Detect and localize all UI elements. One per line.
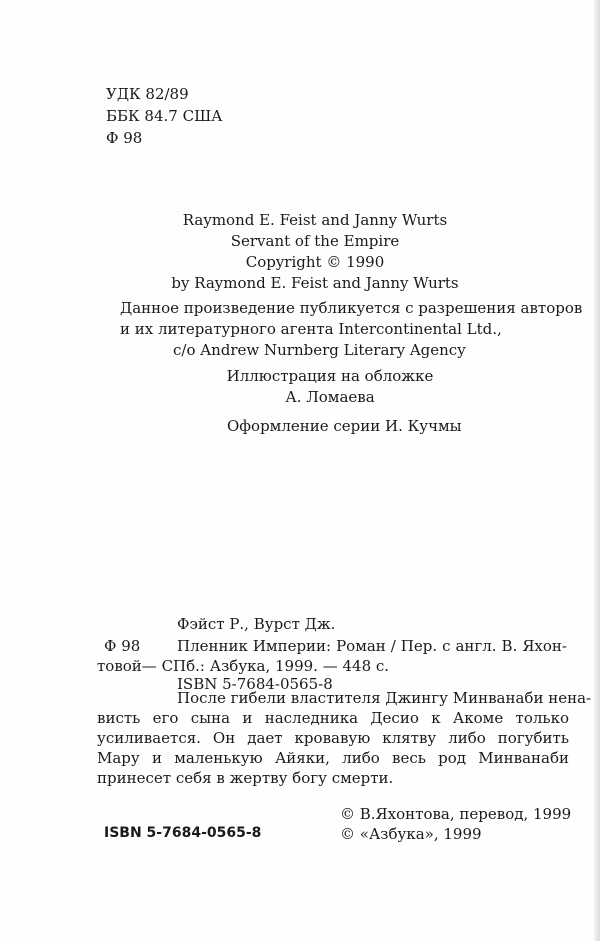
illustration-label: Иллюстрация на обложке [226,367,434,385]
book-summary [97,688,592,788]
catalog-line-1: Пленник Империи: Роман / Пер. с англ. В. Яхон- [177,637,567,655]
copyright-holders: by Raymond E. Feist and Janny Wurts [171,274,459,292]
classification-codes [106,84,223,150]
page-edge-shadow [594,0,600,941]
catalog-code: Ф 98 [104,637,141,655]
summary-line-4: Мару и маленькую Айяки, либо весь род Минванаби [97,749,569,767]
illustration-credit [220,366,440,408]
summary-line-2: висть его сына и наследника Десио к Акоме только [97,709,569,727]
series-design-credit: Оформление серии И. Кучмы [227,417,462,435]
summary-line-5: принесет себя в жертву богу смерти. [97,769,394,787]
bbk-code: ББК 84.7 США [106,107,223,125]
original-authors: Raymond E. Feist and Janny Wurts [182,211,448,229]
license-line-1: Данное произведение публикуется с разрешения авторов [120,299,583,317]
summary-line-1: После гибели властителя Джингу Минванаби нена- [177,689,592,707]
author-mark: Ф 98 [106,129,143,147]
illustration-artist: А. Ломаева [285,388,375,406]
original-copyright-block [160,210,470,294]
rights-block [340,804,571,844]
translation-rights: © В.Яхонтова, перевод, 1999 [340,805,572,823]
license-line-2: и их литературного агента Intercontinental Ltd., [120,320,502,338]
catalog-author: Фэйст Р., Вурст Дж. [177,615,336,633]
summary-line-3: усиливается. Он дает кровавую клятву либо погубить [97,729,569,747]
license-line-3: c/o Andrew Nurnberg Literary Agency [173,341,466,359]
license-notice [120,298,582,361]
copyright-year: Copyright © 1990 [245,253,385,271]
catalog-line-2: товой— СПб.: Азбука, 1999. — 448 с. [97,657,390,675]
udk-code: УДК 82/89 [106,85,189,103]
footer-isbn: ISBN 5-7684-0565-8 [104,825,262,841]
catalog-isbn: ISBN 5-7684-0565-8 [177,675,333,693]
publisher-rights: © «Азбука», 1999 [340,825,482,843]
original-title: Servant of the Empire [230,232,400,250]
